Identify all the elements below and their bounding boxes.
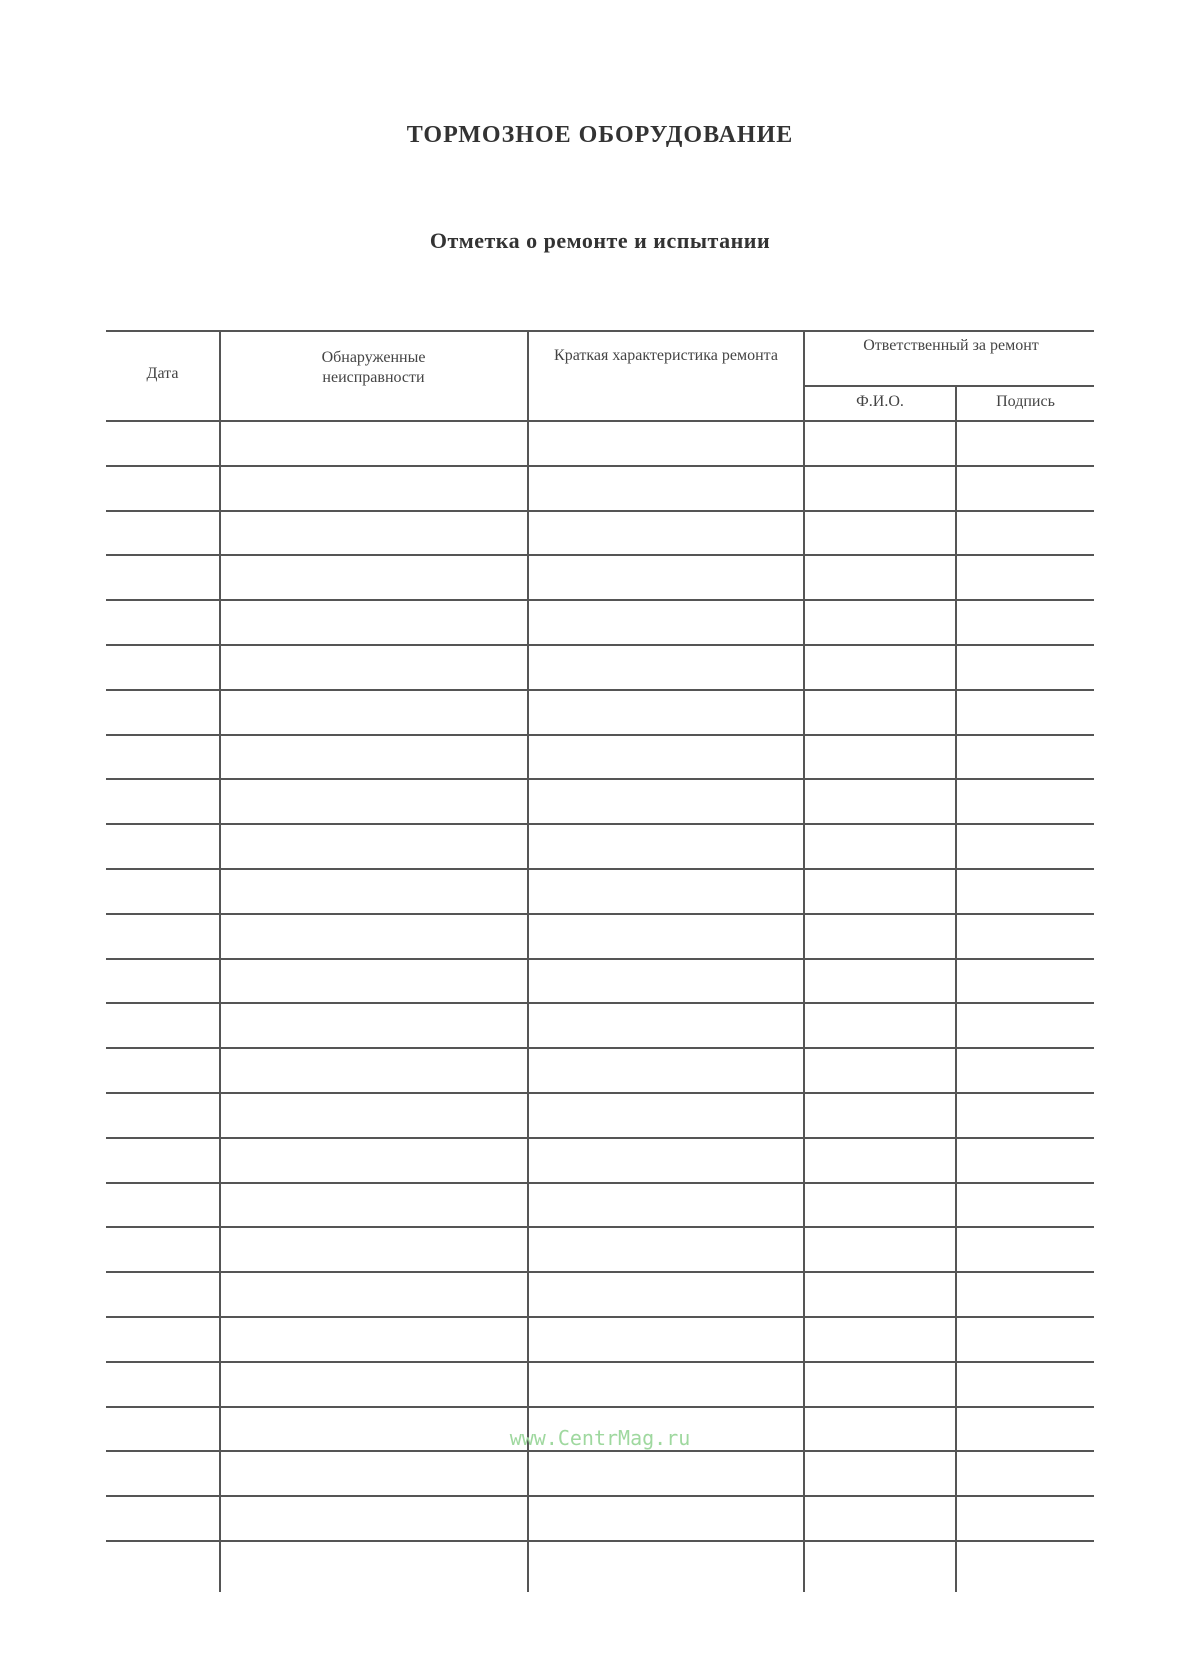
responsible-subheader-divider (803, 385, 1094, 387)
table-row-line (106, 1406, 1094, 1408)
header-repair: Краткая характеристика ремонта (554, 347, 778, 364)
header-fio: Ф.И.О. (856, 393, 904, 410)
column-divider-3 (803, 330, 805, 1592)
header-bottom-border (106, 420, 1094, 422)
table-row-line (106, 1540, 1094, 1542)
header-defects: Обнаруженные неисправности (321, 349, 426, 386)
header-signature: Подпись (996, 393, 1055, 410)
column-divider-4 (955, 385, 957, 1592)
table-row-line (106, 1137, 1094, 1139)
header-responsible: Ответственный за ремонт (863, 337, 1039, 354)
table-row-line (106, 1047, 1094, 1049)
table-row-line (106, 958, 1094, 960)
column-divider-1 (219, 330, 221, 1592)
table-row-line (106, 689, 1094, 691)
table-row-line (106, 644, 1094, 646)
table-row-line (106, 1495, 1094, 1497)
column-divider-2 (527, 330, 529, 1592)
table-row-line (106, 599, 1094, 601)
page-title: ТОРМОЗНОЕ ОБОРУДОВАНИЕ (406, 122, 794, 148)
table-row-line (106, 734, 1094, 736)
table-row-line (106, 1182, 1094, 1184)
table-row-line (106, 1226, 1094, 1228)
watermark: www.CentrMag.ru (509, 1426, 691, 1450)
table-row-line (106, 465, 1094, 467)
table-row-line (106, 1450, 1094, 1452)
table-top-border (106, 330, 1094, 332)
table-row-line (106, 1002, 1094, 1004)
table-row-line (106, 1316, 1094, 1318)
repair-log-table (106, 330, 1094, 1592)
table-row-line (106, 1092, 1094, 1094)
table-row-line (106, 1271, 1094, 1273)
table-row-line (106, 778, 1094, 780)
table-row-line (106, 510, 1094, 512)
table-row-line (106, 1361, 1094, 1363)
table-row-line (106, 823, 1094, 825)
table-row-line (106, 554, 1094, 556)
header-date: Дата (146, 365, 179, 382)
table-row-line (106, 868, 1094, 870)
table-row-line (106, 913, 1094, 915)
page-subtitle: Отметка о ремонте и испытании (429, 228, 771, 253)
